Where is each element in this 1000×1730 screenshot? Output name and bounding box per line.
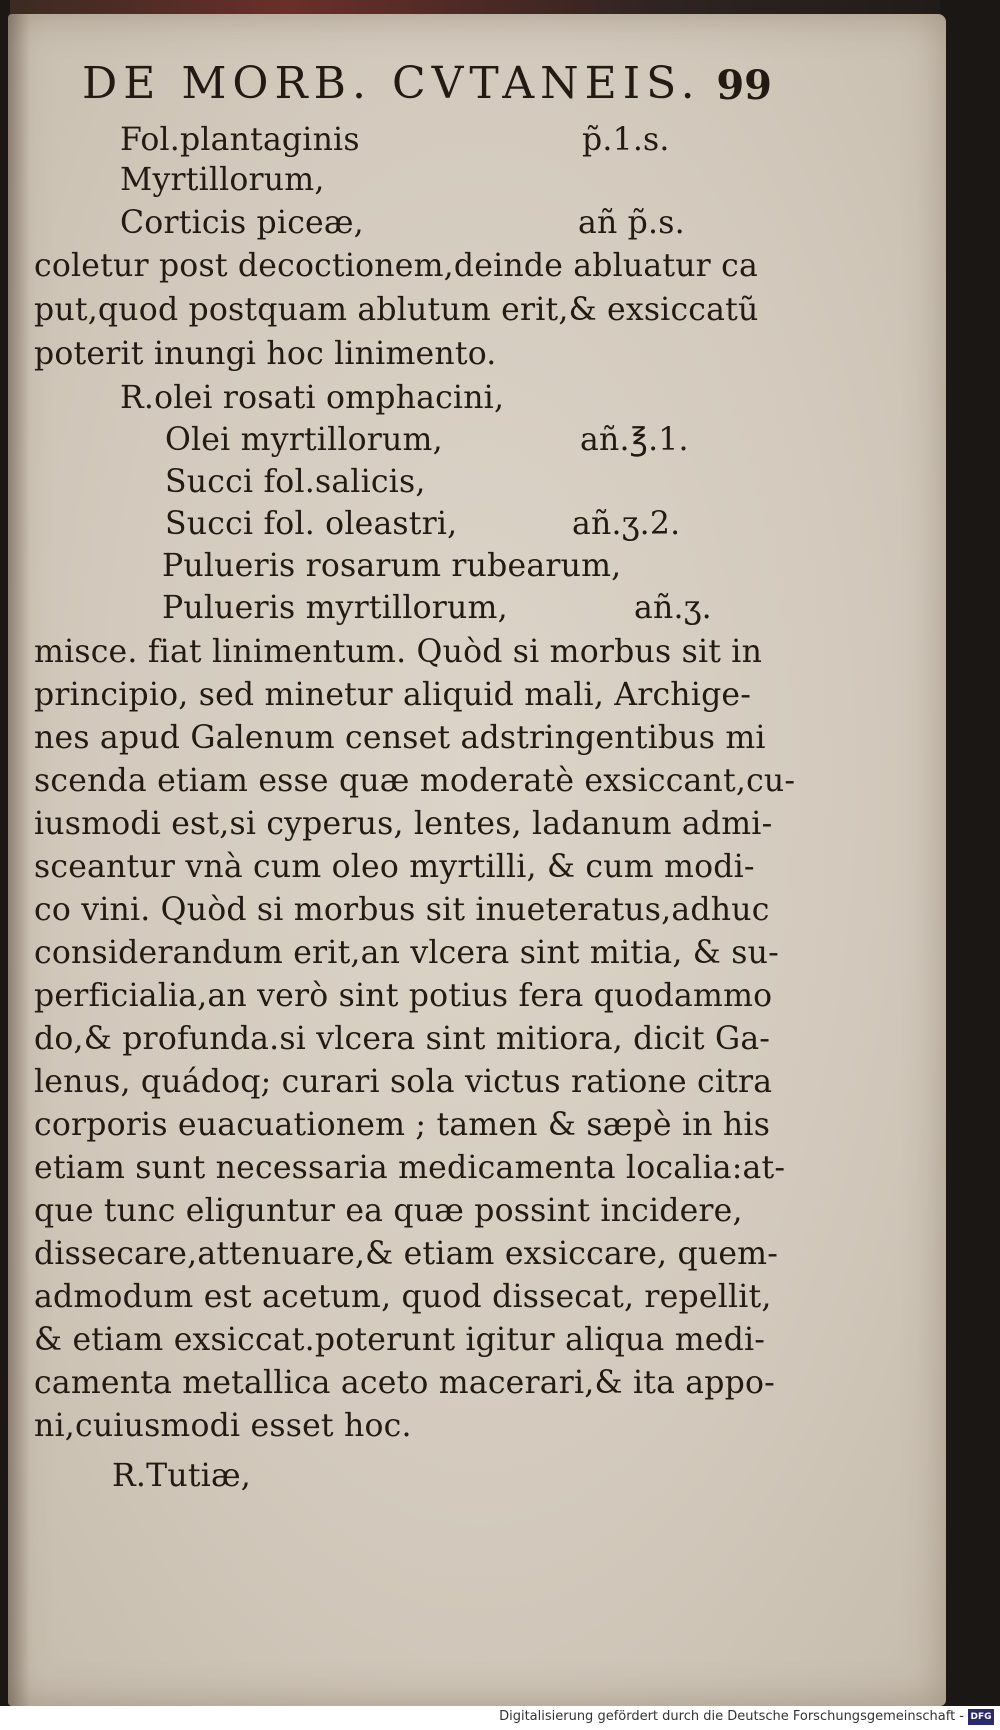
text-line: Pulueris myrtillorum, bbox=[162, 590, 508, 626]
text-line: nes apud Galenum censet adstringentibus mi bbox=[34, 720, 766, 756]
text-line: que tunc eliguntur ea quæ possint incidere, bbox=[34, 1193, 743, 1229]
page-header bbox=[82, 58, 772, 118]
digitization-footer bbox=[0, 1706, 1000, 1730]
text-line: admodum est acetum, quod dissecat, repellit, bbox=[34, 1279, 772, 1315]
text-line: put,quod postquam ablutum erit,& exsiccatũ bbox=[34, 292, 759, 328]
text-line: corporis euacuationem ; tamen & sæpè in his bbox=[34, 1107, 771, 1143]
text-line: iusmodi est,si cyperus, lentes, ladanum admi- bbox=[34, 806, 773, 842]
text-line: considerandum erit,an vlcera sint mitia, & su- bbox=[34, 935, 779, 971]
text-line: ni,cuiusmodi esset hoc. bbox=[34, 1408, 412, 1444]
dfg-logo-icon: DFG bbox=[968, 1709, 994, 1725]
text-line: Succi fol. oleastri, bbox=[165, 506, 458, 542]
page-number: 99 bbox=[716, 62, 772, 109]
text-line: misce. fiat linimentum. Quòd si morbus sit in bbox=[34, 634, 763, 670]
text-line: co vini. Quòd si morbus sit inueteratus,adhuc bbox=[34, 892, 770, 928]
text-line: etiam sunt necessaria medicamenta localia:at- bbox=[34, 1150, 786, 1186]
dosage-amount: p̃.1.s. bbox=[582, 122, 670, 158]
text-line: & etiam exsiccat.poterunt igitur aliqua medi- bbox=[34, 1322, 766, 1358]
running-title: DE MORB. CVTANEIS. bbox=[82, 58, 701, 109]
page-gutter-shadow bbox=[8, 14, 30, 1706]
text-line: Olei myrtillorum, bbox=[165, 422, 443, 458]
text-line: lenus, quádoq; curari sola victus ratione citra bbox=[34, 1064, 773, 1100]
text-line: Myrtillorum, bbox=[120, 162, 325, 198]
dosage-amount: añ.℥.1. bbox=[580, 422, 689, 458]
text-line: Corticis piceæ, bbox=[120, 205, 364, 241]
text-line: scenda etiam esse quæ moderatè exsiccant,cu- bbox=[34, 763, 796, 799]
text-line: Pulueris rosarum rubearum, bbox=[162, 548, 622, 584]
dosage-amount: añ p̃.s. bbox=[578, 205, 685, 241]
text-line: poterit inungi hoc linimento. bbox=[34, 336, 497, 372]
text-line: perficialia,an verò sint potius fera quodammo bbox=[34, 978, 773, 1014]
text-line: coletur post decoctionem,deinde abluatur ca bbox=[34, 248, 758, 284]
text-line: R.olei rosati omphacini, bbox=[120, 380, 505, 416]
dosage-amount: añ.ʒ.2. bbox=[572, 506, 681, 542]
text-line: dissecare,attenuare,& etiam exsiccare, quem- bbox=[34, 1236, 779, 1272]
text-line: camenta metallica aceto macerari,& ita appo- bbox=[34, 1365, 775, 1401]
text-line: Fol.plantaginis bbox=[120, 122, 360, 158]
dosage-amount: añ.ʒ. bbox=[634, 590, 712, 626]
text-line: R.Tutiæ, bbox=[112, 1458, 251, 1494]
footer-credit: Digitalisierung gefördert durch die Deutsche Forschungsgemeinschaft - bbox=[499, 1709, 964, 1724]
text-line: do,& profunda.si vlcera sint mitiora, dicit Ga- bbox=[34, 1021, 771, 1057]
text-line: principio, sed minetur aliquid mali, Archige- bbox=[34, 677, 752, 713]
text-line: sceantur vnà cum oleo myrtilli, & cum modi- bbox=[34, 849, 755, 885]
text-line: Succi fol.salicis, bbox=[165, 464, 426, 500]
